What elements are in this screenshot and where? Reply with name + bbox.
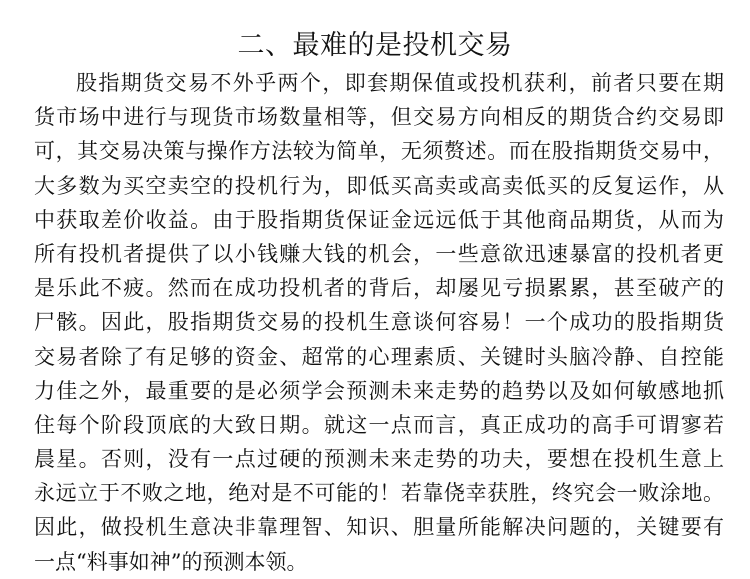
- paragraph-line-1: 股指期货交易不外乎两个，即套期保值或投机获利，前者只要在期: [76, 71, 724, 95]
- paragraph-line-4: 大多数为买空卖空的投机行为，即低买高卖或高卖低买的反复运作，从: [34, 173, 724, 198]
- paragraph-line-15: 一点“料事如神”的预测本领。: [34, 549, 308, 574]
- paragraph-line-10: 力佳之外，最重要的是必须学会预测未来走势的趋势以及如何敏感地抓: [34, 378, 724, 403]
- paragraph-line-7: 是乐此不疲。然而在成功投机者的背后，却屡见亏损累累，甚至破产的: [34, 276, 724, 301]
- paragraph-line-11: 住每个阶段顶底的大致日期。就这一点而言，真正成功的高手可谓寥若: [34, 412, 724, 437]
- body-paragraph: [34, 66, 724, 579]
- paragraph-line-8: 尸骸。因此，股指期货交易的投机生意谈何容易！一个成功的股指期货: [34, 310, 724, 335]
- paragraph-line-5: 中获取差价收益。由于股指期货保证金远远低于其他商品期货，从而为: [34, 207, 724, 232]
- paragraph-line-2: 货市场中进行与现货市场数量相等，但交易方向相反的期货合约交易即: [34, 105, 724, 130]
- paragraph-line-14: 因此，做投机生意决非靠理智、知识、胆量所能解决问题的，关键要有: [34, 515, 724, 540]
- paragraph-line-3: 可，其交易决策与操作方法较为简单，无须赘述。而在股指期货交易中，: [34, 139, 724, 164]
- section-heading: 二、最难的是投机交易: [237, 30, 513, 62]
- paragraph-line-6: 所有投机者提供了以小钱赚大钱的机会，一些意欲迅速暴富的投机者更: [34, 241, 724, 266]
- paragraph-line-13: 永远立于不败之地，绝对是不可能的！若靠侥幸获胜，终究会一败涂地。: [34, 481, 724, 506]
- paragraph-line-12: 晨星。否则，没有一点过硬的预测未来走势的功夫，要想在投机生意上: [34, 447, 724, 472]
- paragraph-line-9: 交易者除了有足够的资金、超常的心理素质、关键时头脑冷静、自控能: [34, 344, 724, 369]
